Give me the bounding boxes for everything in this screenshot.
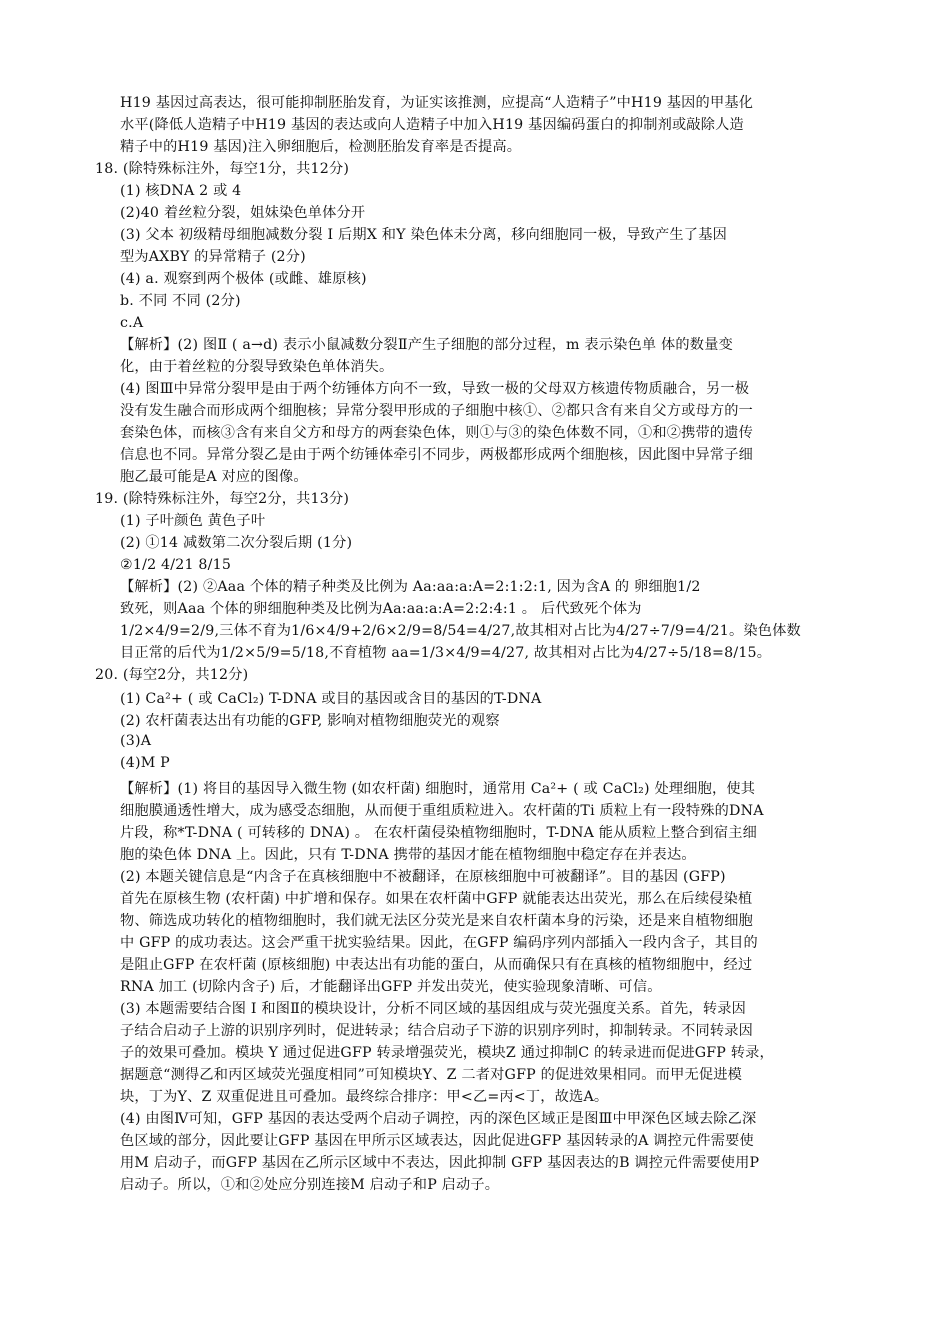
analysis-line: 色区域的部分，因此要让GFP 基因在甲所示区域表达，因此促进GFP 基因转录的A 调控元件需要使 xyxy=(120,1133,754,1149)
analysis-line: 片段，称*T-DNA ( 可转移的 DNA) 。 在农杆菌侵染植物细胞时，T-DNA 能从质粒上整合到宿主细 xyxy=(120,825,757,841)
answer-line: (2) ①14 减数第二次分裂后期 (1分) xyxy=(120,535,353,551)
analysis-line: 信息也不同。异常分裂乙是由于两个纺锤体牵引不同步，两极都形成两个细胞核，因此图中异常子细 xyxy=(120,447,754,463)
analysis-line: (4) 由图Ⅳ可知，GFP 基因的表达受两个启动子调控，丙的深色区域正是图Ⅲ中甲深色区域去除乙深 xyxy=(120,1111,757,1127)
analysis-line: 化，由于着丝粒的分裂导致染色单体消失。 xyxy=(120,359,394,375)
analysis-line: (2) 本题关键信息是“内含子在真核细胞中不被翻译，在原核细胞中可被翻译”。目的基因 (GFP) xyxy=(120,869,726,885)
analysis-line: 中 GFP 的成功表达。这会严重干扰实验结果。因此，在GFP 编码序列内部插入一段内含子，其目的 xyxy=(120,935,758,951)
analysis-line: 【解析】(2) ②Aaa 个体的精子种类及比例为 Aa:aa:a:A=2:1:2:1, 因为含A 的 卵细胞1/2 xyxy=(120,579,701,595)
analysis-line: 目正常的后代为1/2×5/9=5/18,不育植物 aa=1/3×4/9=4/27, 故其相对占比为4/27÷5/18=8/15。 xyxy=(120,645,772,661)
text-line: H19 基因过高表达，很可能抑制胚胎发育，为证实该推测，应提高“人造精子”中H19 基因的甲基化 xyxy=(120,95,754,111)
analysis-line: 没有发生融合而形成两个细胞核；异常分裂甲形成的子细胞中核①、②都只含有来自父方或母方的一 xyxy=(120,403,754,419)
question-19-heading: 19. (除特殊标注外，每空2分，共13分) xyxy=(95,491,350,507)
analysis-line: 物、筛选成功转化的植物细胞时，我们就无法区分荧光是来自农杆菌本身的污染，还是来自植物细胞 xyxy=(120,913,754,929)
question-18-heading: 18. (除特殊标注外，每空1分，共12分) xyxy=(95,161,350,177)
answer-line: 型为AXBY 的异常精子 (2分) xyxy=(120,249,306,265)
analysis-line: 首先在原核生物 (农杆菌) 中扩增和保存。如果在农杆菌中GFP 就能表达出荧光，那么在后续侵染植 xyxy=(120,891,753,907)
analysis-line: 套染色体，而核③含有来自父方和母方的两套染色体，则①与③的染色体数不同，①和②携带的遗传 xyxy=(120,425,754,441)
analysis-line: 子的效果可叠加。模块 Y 通过促进GFP 转录增强荧光，模块Z 通过抑制C 的转录进而促进GFP 转录， xyxy=(120,1045,774,1061)
analysis-line: RNA 加工 (切除内含子) 后，才能翻译出GFP 并发出荧光，使实验现象清晰、可信。 xyxy=(120,979,662,995)
analysis-line: 用M 启动子，而GFP 基因在乙所示区域中不表达，因此抑制 GFP 基因表达的B 调控元件需要使用P xyxy=(120,1155,760,1171)
answer-line: (3)A xyxy=(120,733,152,749)
analysis-line: (4) 图Ⅲ中异常分裂甲是由于两个纺锤体方向不一致，导致一极的父母双方核遗传物质融合，另一极 xyxy=(120,381,750,397)
analysis-line: 细胞膜通透性增大，成为感受态细胞，从而便于重组质粒进入。农杆菌的Ti 质粒上有一段特殊的DNA xyxy=(120,803,764,819)
analysis-line: 【解析】(2) 图Ⅱ ( a→d) 表示小鼠减数分裂Ⅱ产生子细胞的部分过程，m 表示染色单 体的数量变 xyxy=(120,337,733,353)
analysis-line: 胞乙最可能是A 对应的图像。 xyxy=(120,469,308,485)
answer-line: ②1/2 4/21 8/15 xyxy=(120,557,232,573)
analysis-line: 致死，则Aaa 个体的卵细胞种类及比例为Aa:aa:a:A=2:2:4:1 。 后代致死个体为 xyxy=(120,601,642,617)
answer-line: b. 不同 不同 (2分) xyxy=(120,293,241,309)
analysis-line: 据题意“测得乙和丙区域荧光强度相同”可知模块Y、Z 二者对GFP 的促进效果相同。而甲无促进模 xyxy=(120,1067,743,1083)
answer-line: (2)40 着丝粒分裂，姐妹染色单体分开 xyxy=(120,205,366,221)
analysis-line: 【解析】(1) 将目的基因导入微生物 (如农杆菌) 细胞时，通常用 Ca²+ ( 或 CaCl₂) 处理细胞，使其 xyxy=(120,781,756,797)
answer-line: (1) 核DNA 2 或 4 xyxy=(120,183,242,199)
question-20-heading: 20. (每空2分，共12分) xyxy=(95,667,249,683)
analysis-line: 胞的染色体 DNA 上。因此，只有 T-DNA 携带的基因才能在植物细胞中稳定存在并表达。 xyxy=(120,847,696,863)
analysis-line: 是阻止GFP 在农杆菌 (原核细胞) 中表达出有功能的蛋白，从而确保只有在真核的植物细胞中，经过 xyxy=(120,957,753,973)
answer-line: (3) 父本 初级精母细胞减数分裂 I 后期X 和Y 染色体未分离，移向细胞同一极，导致产生了基因 xyxy=(120,227,727,243)
analysis-line: 1/2×4/9=2/9,三体不育为1/6×4/9+2/6×2/9=8/54=4/27,故其相对占比为4/27÷7/9=4/21。染色体数 xyxy=(120,623,801,639)
analysis-line: 启动子。所以，①和②处应分别连接M 启动子和P 启动子。 xyxy=(120,1177,500,1193)
answer-line: (2) 农杆菌表达出有功能的GFP, 影响对植物细胞荧光的观察 xyxy=(120,713,500,729)
text-line: 精子中的H19 基因)注入卵细胞后，检测胚胎发育率是否提高。 xyxy=(120,139,522,155)
text-line: 水平(降低人造精子中H19 基因的表达或向人造精子中加入H19 基因编码蛋白的抑制剂或敲除人造 xyxy=(120,117,744,133)
answer-line: (1) Ca²+ ( 或 CaCl₂) T-DNA 或目的基因或含目的基因的T-DNA xyxy=(120,691,542,707)
analysis-line: 块，丁为Y、Z 双重促进且可叠加。最终综合排序：甲<乙=丙<丁，故选A。 xyxy=(120,1089,609,1105)
answer-line: (4)M P xyxy=(120,755,170,771)
answer-line: c.A xyxy=(120,315,144,331)
answer-line: (4) a. 观察到两个极体 (或雌、雄原核) xyxy=(120,271,367,287)
analysis-line: 子结合启动子上游的识别序列时，促进转录；结合启动子下游的识别序列时，抑制转录。不同转录因 xyxy=(120,1023,754,1039)
analysis-line: (3) 本题需要结合图 I 和图Ⅱ的模块设计，分析不同区域的基因组成与荧光强度关系。首先，转录因 xyxy=(120,1001,746,1017)
answer-line: (1) 子叶颜色 黄色子叶 xyxy=(120,513,266,529)
